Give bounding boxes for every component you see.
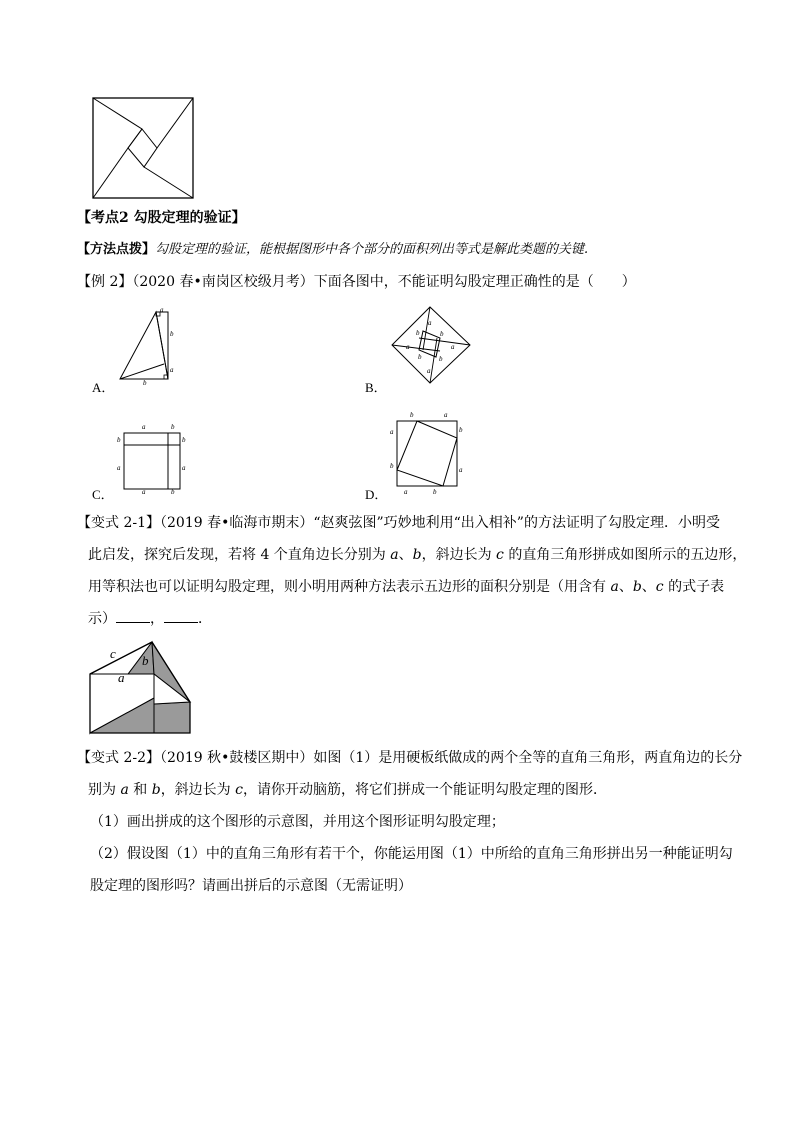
fig-c-letter-a3: a (182, 464, 186, 472)
fig-c-letter-a1: a (142, 423, 146, 431)
fig-d-letter-b4: b (433, 488, 437, 496)
variant22-line2 (88, 783, 607, 797)
fig-b-letter-a3: a (406, 343, 410, 351)
var-c: c (235, 782, 243, 798)
example2-question (77, 275, 636, 289)
option-a-figure (112, 306, 178, 386)
section-heading: 【考点2 勾股定理的验证】 (77, 210, 246, 226)
example2-text: （2020 春•南岗区校级月考）下面各图中，不能证明勾股定理正确性的是（ ） (132, 274, 636, 290)
fig-c-letter-b1: b (171, 423, 175, 431)
pentagon-figure (88, 638, 192, 736)
variant21-text1: （2019 春•临海市期末）“赵爽弦图”巧妙地利用“出入相补”的方法证明了勾股定理．小明受 (160, 515, 720, 531)
var-a: a (120, 782, 129, 798)
variant22-text1: （2019 秋•鼓楼区期中）如图（1）是用硬板纸做成的两个全等的直角三角形，两直角边的长分 (160, 750, 743, 766)
fig-d-letter-b1: b (410, 411, 414, 419)
fig-c-letter-b4: b (171, 488, 175, 494)
fig-c-letter-b3: b (182, 436, 186, 444)
var-b: b (632, 579, 642, 595)
variant21-text2b: ，斜边长为 (421, 547, 497, 563)
variant22-line1 (77, 751, 742, 765)
fig-d-letter-b3: b (390, 462, 394, 470)
option-d-label: D． (365, 487, 388, 502)
variant22-q1: （1）画出拼成的这个图形的示意图，并用这个图形证明勾股定理； (90, 814, 505, 830)
var-b: b (151, 782, 161, 798)
fig-a-letter-a1: a (160, 306, 164, 314)
fig-b-letter-a2: a (451, 343, 455, 351)
fig-b-letter-b4: b (439, 355, 443, 363)
var-b: b (412, 547, 422, 563)
fig-c-letter-a2: a (117, 464, 121, 472)
variant22-q2-line1: （2）假设图（1）中的直角三角形有若干个，你能运用图（1）中所给的直角三角形拼出另一种能证明勾 (90, 846, 733, 862)
option-d-figure (388, 410, 464, 496)
var-a: a (610, 579, 619, 595)
variant21-text4-sep: ， (150, 611, 164, 627)
var-c: c (496, 547, 504, 563)
option-a-label: A． (92, 380, 115, 395)
method-tip (77, 243, 588, 257)
answer-blank-2[interactable] (164, 612, 198, 623)
fig-a-letter-a2: a (170, 366, 174, 374)
fig-b-letter-b2: b (440, 330, 444, 338)
variant22-text2a: 别为 (88, 782, 121, 798)
option-b-label: B． (365, 380, 387, 395)
fig-b-letter-a1: a (428, 319, 432, 327)
example2-prefix: 【例 2】 (77, 274, 133, 290)
var-a: a (390, 547, 399, 563)
option-c-figure (115, 422, 187, 494)
option-b-figure (390, 305, 472, 385)
variant22-text2c: ，请你开动脑筋，将它们拼成一个能证明勾股定理的图形． (242, 782, 607, 798)
variant21-line1 (77, 516, 720, 530)
variant22-text2-and: 和 (128, 782, 152, 798)
variant21-line3 (88, 580, 724, 594)
var-sep: 、 (641, 579, 656, 595)
fig-b-letter-b3: b (418, 353, 422, 361)
pentagon-letter-a: a (118, 670, 125, 685)
fig-a-letter-b2: b (143, 379, 147, 386)
fig-c-letter-b2: b (117, 436, 121, 444)
variant21-text4a: 示） (88, 611, 116, 627)
fig-d-letter-a2: a (390, 428, 394, 436)
var-sep: 、 (398, 547, 413, 563)
fig-d-letter-a1: a (444, 411, 448, 419)
fig-b-letter-b1: b (416, 329, 420, 337)
method-tip-label: 【方法点拨】 (77, 242, 156, 257)
var-sep: 、 (618, 579, 633, 595)
variant21-text3-tail: 的式子表 (663, 579, 725, 595)
fig-d-letter-a4: a (404, 488, 408, 496)
variant22-q2-line2: 股定理的图形吗？请画出拼后的示意图（无需证明） (90, 878, 412, 894)
option-c-label: C． (92, 487, 114, 502)
fig-a-letter-b1: b (170, 330, 174, 338)
variant21-line2 (88, 548, 746, 562)
var-c: c (655, 579, 664, 595)
top-pinwheel-figure (92, 97, 194, 199)
variant21-prefix: 【变式 2-1】 (77, 515, 160, 531)
variant21-text2a: 此启发，探究后发现，若将 4 个直角边长分别为 (88, 547, 391, 563)
method-tip-text: 勾股定理的验证，能根据图形中各个部分的面积列出等式是解此类题的关键. (155, 242, 589, 257)
variant21-text3: 用等积法也可以证明勾股定理，则小明用两种方法表示五边形的面积分别是（用含有 (88, 579, 611, 595)
variant21-text2c: 的直角三角形拼成如图所示的五边形， (503, 547, 747, 563)
fig-d-letter-a3: a (459, 466, 463, 474)
fig-d-letter-b2: b (459, 426, 463, 434)
variant22-text2b: ，斜边长为 (160, 782, 236, 798)
variant21-text4-end: ． (198, 611, 212, 627)
pentagon-letter-c: c (110, 646, 116, 661)
fig-c-letter-a4: a (142, 488, 146, 494)
variant22-prefix: 【变式 2-2】 (77, 750, 160, 766)
fig-b-letter-a4: a (427, 367, 431, 375)
variant21-line4 (88, 612, 212, 626)
answer-blank-1[interactable] (116, 612, 150, 623)
pentagon-letter-b: b (142, 653, 149, 668)
